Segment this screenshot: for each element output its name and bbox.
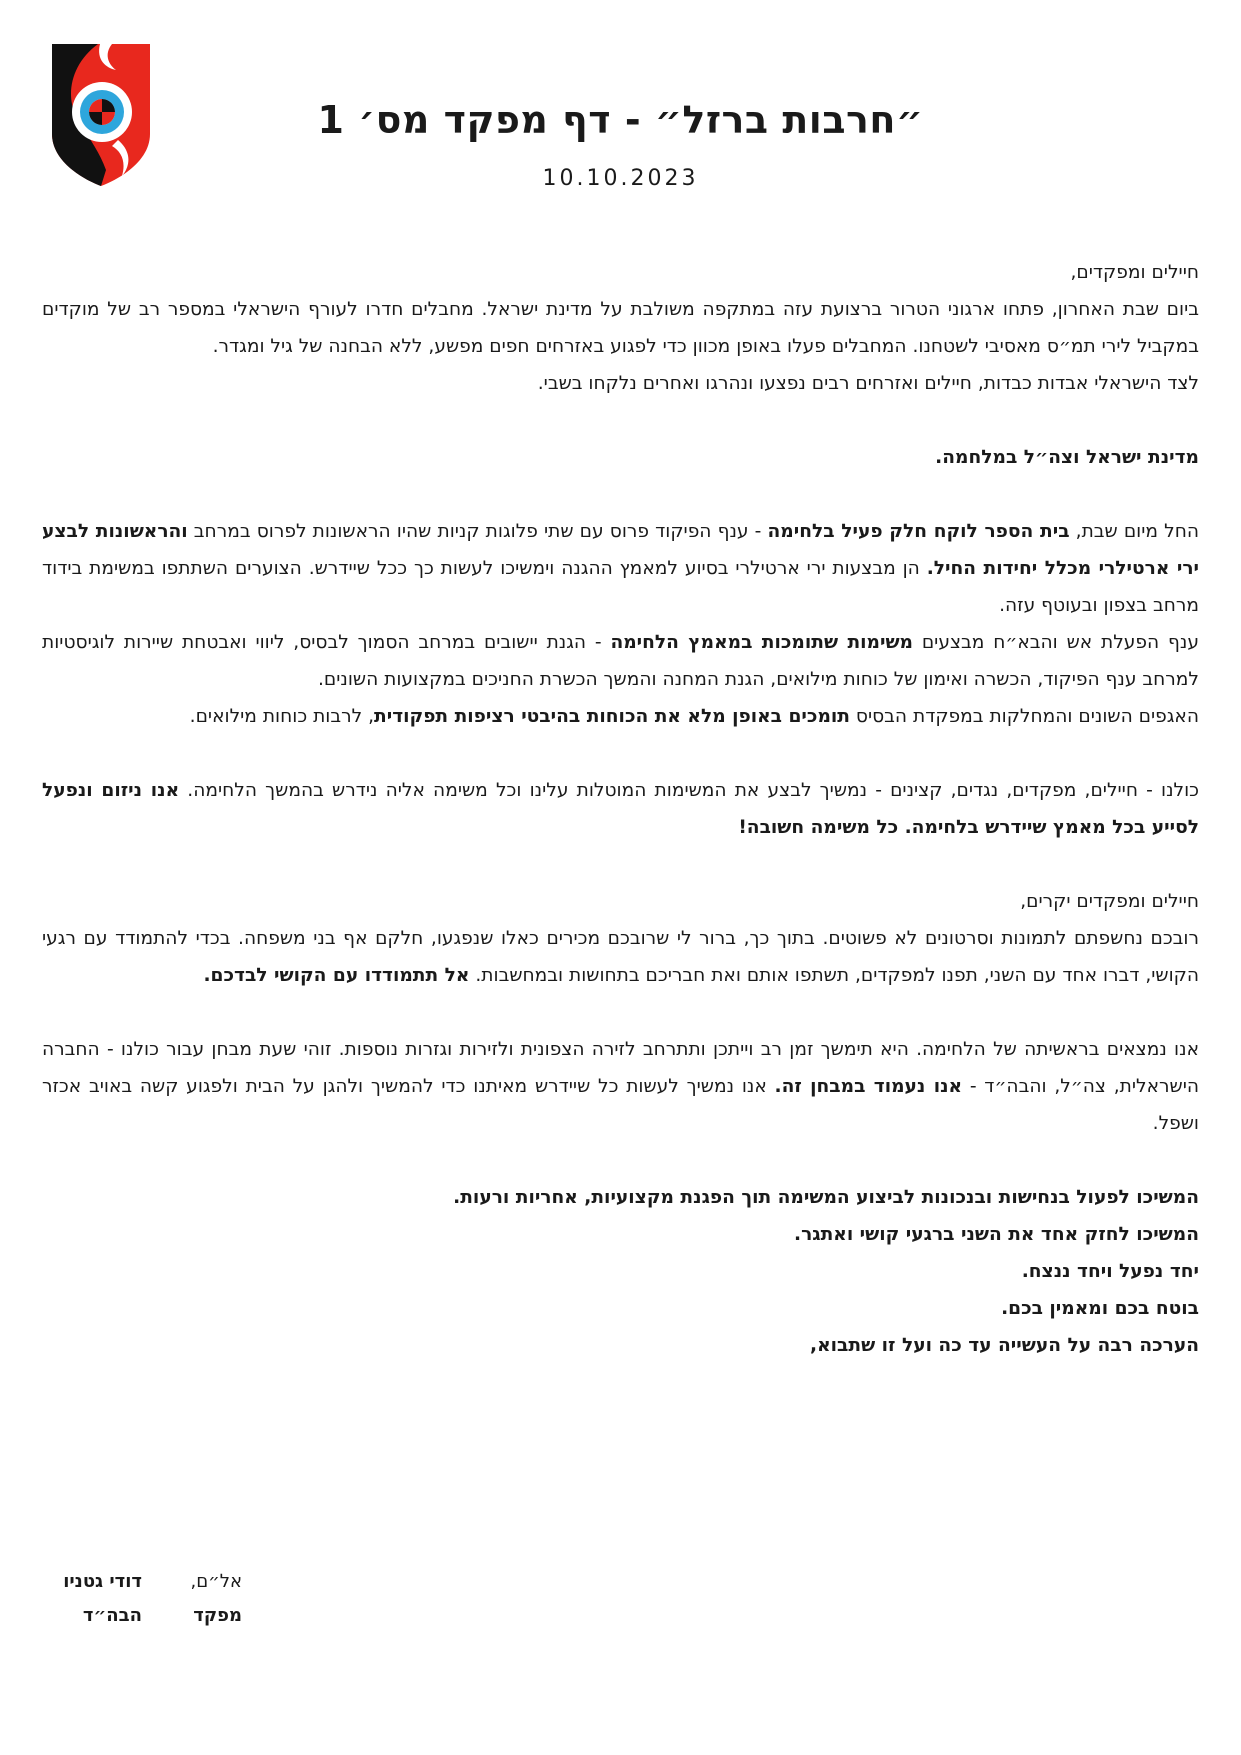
page-title: ״חרבות ברזל״ - דף מפקד מס׳ 1 bbox=[317, 98, 924, 142]
paragraph-staff-support bbox=[42, 698, 1199, 735]
war-declaration: מדינת ישראל וצה״ל במלחמה. bbox=[935, 447, 1199, 468]
text-run: , לרבות כוחות מילואים. bbox=[189, 706, 375, 727]
closing-line: המשיכו לפעול בנחישות ובנכונות לביצוע המשימה תוך הפגנת מקצועיות, אחריות ורעות. bbox=[453, 1187, 1199, 1208]
paragraph-fire-branch bbox=[42, 624, 1199, 698]
bold-text-run: משימות שתומכות במאמץ הלחימה bbox=[610, 632, 914, 653]
paragraph-school-fighting bbox=[42, 513, 1199, 624]
signature-rank: אל״ם, bbox=[190, 1571, 242, 1592]
closing-line: המשיכו לחזק אחד את השני ברגעי קושי ואתגר. bbox=[794, 1224, 1199, 1245]
paragraph-attack bbox=[42, 291, 1199, 365]
text-run: החל מיום שבת, bbox=[1069, 521, 1200, 542]
signature-role: מפקד bbox=[193, 1605, 242, 1626]
text-run: האגפים השונים והמחלקות במפקדת הבסיס bbox=[849, 706, 1199, 727]
greeting-dear: חיילים ומפקדים יקרים, bbox=[1020, 891, 1199, 912]
paragraph-casualties bbox=[42, 365, 1199, 402]
bold-text-run: אנו ניזום ונפעל לסייע בכל מאמץ שיידרש בלחימה. כל משימה חשובה! bbox=[42, 780, 1199, 838]
paragraph-beginning-of-war bbox=[42, 1031, 1199, 1142]
closing-line: בוטח בכם ומאמין בכם. bbox=[1001, 1298, 1199, 1319]
closing-line: יחד נפעל ויחד ננצח. bbox=[1021, 1261, 1199, 1282]
closing-lines bbox=[42, 1179, 1199, 1364]
text-run: לצד הישראלי אבדות כבדות, חיילים ואזרחים רבים נפצעו ונהרגו ואחרים נלקחו בשבי. bbox=[537, 373, 1199, 394]
signature-block bbox=[42, 1565, 242, 1633]
bold-text-run: אל תתמודדו עם הקושי לבדכם. bbox=[203, 965, 470, 986]
paragraph-all-of-us bbox=[42, 772, 1199, 846]
text-run: אנו נמצאים בראשיתה של הלחימה. היא תימשך זמן רב וייתכן ותתרחב לזירה הצפונית ולזירות וגזרות נוספות. זוהי שעת מבחן עבור כולנו - החברה הישראלית, צה״ל, והבה״ד - bbox=[42, 1039, 1199, 1097]
closing-line: הערכה רבה על העשייה עד כה ועל זו שתבוא, bbox=[810, 1335, 1199, 1356]
text-run: - ענף הפיקוד פרוס עם שתי פלוגות קניות שהיו הראשונות לפרוס במרחב bbox=[187, 521, 768, 542]
bold-text-run: תומכים באופן מלא את הכוחות בהיבטי רציפות תפקודית bbox=[374, 706, 850, 727]
text-run: - הגנת יישובים במרחב הסמוך לבסיס, ליווי ואבטחת שיירות לוגיסטיות למרחב ענף הפיקוד, הכשרה ואימון של כוחות מילואים, הגנת המחנה והמשך הכשרת החניכים במקצועות השונים. bbox=[42, 632, 1199, 690]
paragraph-coping bbox=[42, 920, 1199, 994]
document-date: 10.10.2023 bbox=[542, 166, 699, 191]
text-run: אנו נמשיך לעשות כל שיידרש מאיתנו כדי להמשיך ולהגן על הבית ולפגוע קשה באויב אכזר ושפל. bbox=[42, 1076, 1199, 1134]
text-run: רובכם נחשפתם לתמונות וסרטונים לא פשוטים. בתוך כך, ברור לי שרובכם מכירים כאלו שנפגעו, חלקם אף בני משפחה. בכדי להתמודד עם רגעי הקושי, דברו אחד עם השני, תפנו למפקדים, תשתפו אותם ואת חבריכם בתחושות ובמחשבות. bbox=[42, 928, 1199, 986]
letter-body bbox=[42, 254, 1199, 1364]
bold-text-run: אנו נעמוד במבחן זה. bbox=[774, 1076, 963, 1097]
signature-unit: הבה״ד bbox=[82, 1605, 142, 1626]
text-run: ענף הפעלת אש והבא״ח מבצעים bbox=[913, 632, 1199, 653]
signature-name: דודי גטניו bbox=[63, 1571, 142, 1592]
greeting-soldiers-commanders: חיילים ומפקדים, bbox=[1070, 262, 1199, 283]
bold-text-run: והראשונות לבצע ירי ארטילרי מכלל יחידות החיל. bbox=[42, 521, 1199, 579]
text-run: כולנו - חיילים, מפקדים, נגדים, קצינים - נמשיך לבצע את המשימות המוטלות עלינו וכל משימה אליה נידרש בהמשך הלחימה. bbox=[179, 780, 1199, 801]
text-run: ביום שבת האחרון, פתחו ארגוני הטרור ברצועת עזה במתקפה משולבת על מדינת ישראל. מחבלים חדרו לעורף הישראלי במספר רב של מוקדים במקביל לירי תמ״ס מאסיבי לשטחנו. המחבלים פעלו באופן מכוון כדי לפגוע באזרחים חפים מפשע, ללא הבחנה של גיל ומגדר. bbox=[42, 299, 1199, 357]
bold-text-run: בית הספר לוקח חלק פעיל בלחימה bbox=[767, 521, 1070, 542]
text-run: הן מבצעות ירי ארטילרי בסיוע למאמץ ההגנה וימשיכו לעשות כך ככל שיידרש. הצוערים השתתפו במשימת בידוד מרחב בצפון ובעוטף עזה. bbox=[42, 558, 1199, 616]
